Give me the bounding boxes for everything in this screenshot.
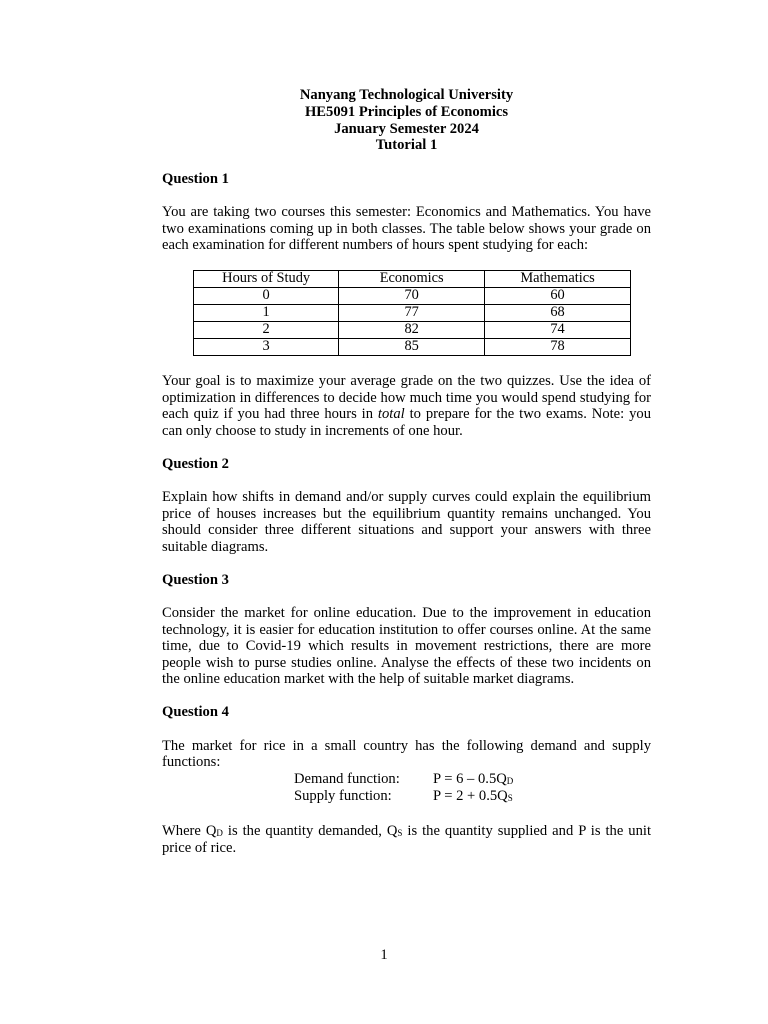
supply-subscript: S [507, 793, 513, 804]
document-header [162, 87, 651, 154]
table-header-row [194, 271, 631, 288]
table-row [194, 322, 631, 339]
table-row [194, 339, 631, 356]
demand-function-equation [433, 771, 513, 789]
question-1-heading: Question 1 [162, 171, 229, 188]
table-row [194, 288, 631, 305]
definition-text-1: Where Q [162, 822, 217, 839]
page-number: 1 [380, 947, 388, 963]
table-header-hours: Hours of Study [194, 271, 339, 288]
definition-text-2: is the quantity demanded, Q [222, 822, 398, 839]
grades-table [193, 270, 631, 356]
supply-function-label: Supply function: [294, 788, 392, 805]
demand-function-label: Demand function: [294, 770, 400, 787]
question-3-body: Consider the market for online education. Due to the improvement in education technology, it is easier for education institution to offer courses online. At the same time, due to Covid-19 which results in movement restrictions, there are more people wish to purse studies online. Analyse the effects of these two incidents on the online education market with the help of suitable market diagrams. [162, 605, 651, 688]
table-cell: 78 [485, 339, 631, 356]
supply-equation-text: P = 2 + 0.5Q [433, 788, 508, 805]
table-cell: 2 [194, 322, 339, 339]
table-cell: 77 [339, 305, 485, 322]
demand-function-row [162, 771, 651, 789]
table-row [194, 305, 631, 322]
question-1-intro: You are taking two courses this semester: Economics and Mathematics. You have two examinations coming up in both classes. The table below shows your grade on each examination for different numbers of hours spent studying for each: [162, 204, 651, 254]
table-header-economics: Economics [339, 271, 485, 288]
table-cell: 85 [339, 339, 485, 356]
supply-function-row [162, 788, 651, 806]
table-cell: 3 [194, 339, 339, 356]
table-cell: 0 [194, 288, 339, 305]
question-2-heading: Question 2 [162, 455, 229, 472]
question-4-intro: The market for rice in a small country has the following demand and supply functions: [162, 737, 651, 771]
question-1-body-part2: to prepare for the two exams. Note: you can only choose to study in increments of one hour. [162, 406, 651, 439]
document-page [162, 87, 651, 857]
definition-text-3: is the quantity supplied and P is the unit price of rice. [162, 822, 652, 857]
university-name: Nanyang Technological University [299, 87, 514, 103]
tutorial-title: Tutorial 1 [375, 137, 438, 154]
question-3-heading: Question 3 [162, 571, 229, 588]
table-cell: 82 [339, 322, 485, 339]
table-header-mathematics: Mathematics [485, 271, 631, 288]
question-4-heading: Question 4 [162, 704, 229, 721]
table-cell: 70 [339, 288, 485, 305]
supply-function-equation [433, 788, 513, 806]
demand-equation-text: P = 6 – 0.5Q [433, 770, 507, 787]
question-1-body [162, 373, 651, 439]
table-cell: 68 [485, 305, 631, 322]
table-cell: 1 [194, 305, 339, 322]
question-1-body-part1: Your goal is to maximize your average grade on the two quizzes. Use the idea of optimization in differences to decide how much time you would spend studying for each quiz if you had three hours in [162, 373, 651, 423]
question-2-body: Explain how shifts in demand and/or supply curves could explain the equilibrium price of houses increases but the equilibrium quantity remains unchanged. You should consider three different situations and support your answers with three suitable diagrams. [162, 489, 651, 555]
question-4-definitions [162, 823, 651, 857]
course-title: HE5091 Principles of Economics [304, 103, 509, 120]
semester: January Semester 2024 [334, 120, 479, 137]
question-1-body-italic: total [377, 406, 405, 423]
table-cell: 60 [485, 288, 631, 305]
definition-subscript-2: S [397, 827, 403, 838]
table-cell: 74 [485, 322, 631, 339]
definition-subscript-1: D [216, 827, 223, 838]
demand-subscript: D [506, 775, 514, 786]
